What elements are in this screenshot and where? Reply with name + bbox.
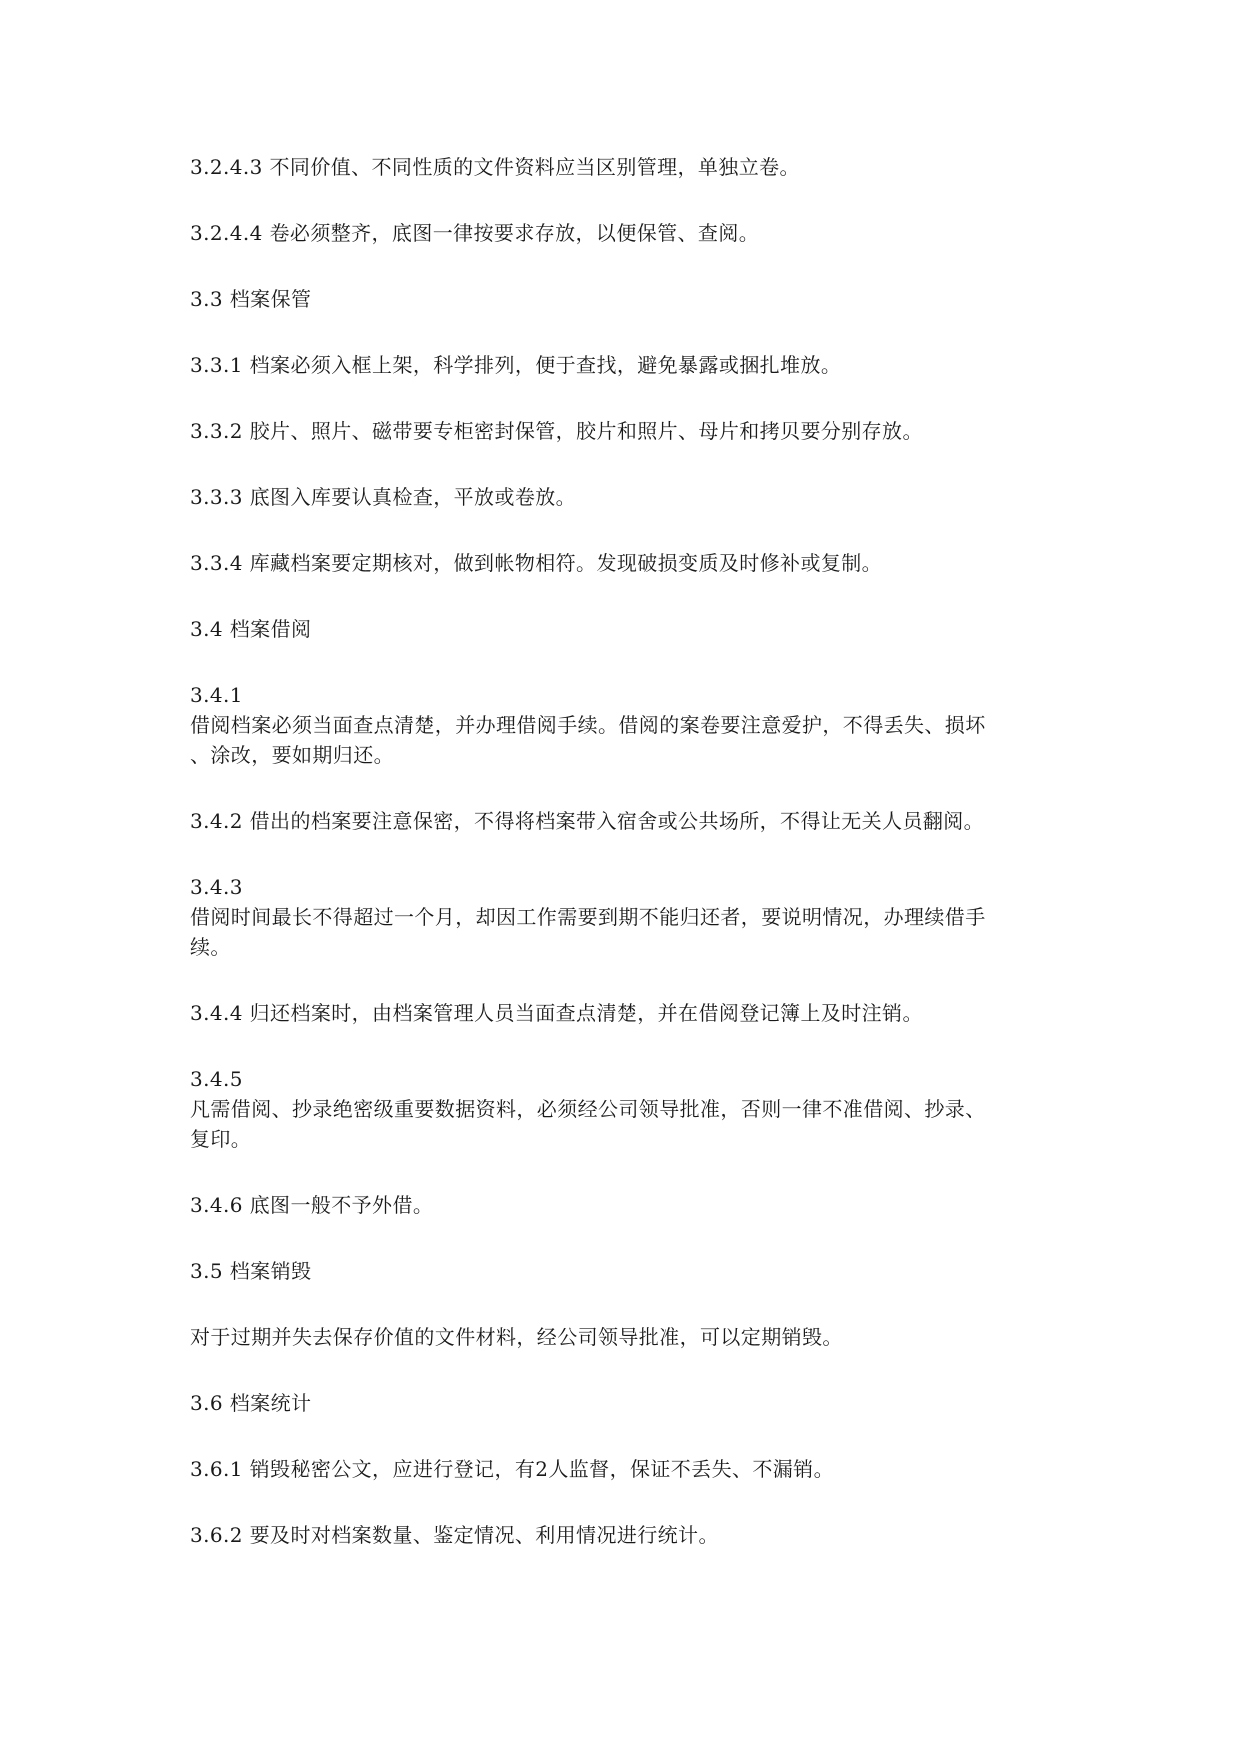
paragraph-3-4-6: 3.4.6 底图一般不予外借。	[190, 1193, 434, 1217]
section-heading-3-4: 3.4 档案借阅	[190, 617, 312, 641]
paragraph-line: 凡需借阅、抄录绝密级重要数据资料，必须经公司领导批准，否则一律不准借阅、抄录、	[190, 1097, 986, 1121]
paragraph-line: 借阅档案必须当面查点清楚，并办理借阅手续。借阅的案卷要注意爱护，不得丢失、损坏	[190, 713, 986, 737]
paragraph-3-3-3: 3.3.3 底图入库要认真检查，平放或卷放。	[190, 485, 577, 509]
paragraph-line: 借阅时间最长不得超过一个月，却因工作需要到期不能归还者，要说明情况，办理续借手	[190, 905, 986, 929]
paragraph-line: 续。	[190, 935, 231, 959]
paragraph-3-3-2: 3.3.2 胶片、照片、磁带要专柜密封保管，胶片和照片、母片和拷贝要分别存放。	[190, 419, 923, 443]
paragraph-line: 复印。	[190, 1127, 252, 1151]
paragraph-number: 3.4.5	[190, 1067, 243, 1091]
paragraph-3-4-3	[190, 872, 1050, 962]
paragraph-3-2-4-3: 3.2.4.3 不同价值、不同性质的文件资料应当区别管理，单独立卷。	[190, 155, 800, 179]
paragraph-3-4-5	[190, 1064, 1050, 1154]
paragraph-number: 3.4.3	[190, 875, 243, 899]
paragraph-3-2-4-4: 3.2.4.4 卷必须整齐，底图一律按要求存放，以便保管、查阅。	[190, 221, 760, 245]
section-heading-3-6: 3.6 档案统计	[190, 1391, 312, 1415]
section-heading-3-3: 3.3 档案保管	[190, 287, 312, 311]
paragraph-3-3-4: 3.3.4 库藏档案要定期核对，做到帐物相符。发现破损变质及时修补或复制。	[190, 551, 883, 575]
paragraph-3-6-1: 3.6.1 销毁秘密公文，应进行登记，有2人监督，保证不丢失、不漏销。	[190, 1457, 834, 1481]
section-heading-3-5: 3.5 档案销毁	[190, 1259, 312, 1283]
paragraph-3-4-1	[190, 680, 1050, 770]
paragraph-number: 3.4.1	[190, 683, 243, 707]
paragraph-3-4-2: 3.4.2 借出的档案要注意保密，不得将档案带入宿舍或公共场所，不得让无关人员翻阅。	[190, 809, 985, 833]
paragraph-3-5-body: 对于过期并失去保存价值的文件材料，经公司领导批准，可以定期销毁。	[190, 1325, 843, 1349]
paragraph-3-3-1: 3.3.1 档案必须入框上架，科学排列，便于查找，避免暴露或捆扎堆放。	[190, 353, 842, 377]
paragraph-line: 、涂改，要如期归还。	[190, 743, 394, 767]
paragraph-3-6-2: 3.6.2 要及时对档案数量、鉴定情况、利用情况进行统计。	[190, 1523, 719, 1547]
paragraph-3-4-4: 3.4.4 归还档案时，由档案管理人员当面查点清楚，并在借阅登记簿上及时注销。	[190, 1001, 923, 1025]
document-body	[190, 152, 1050, 1586]
